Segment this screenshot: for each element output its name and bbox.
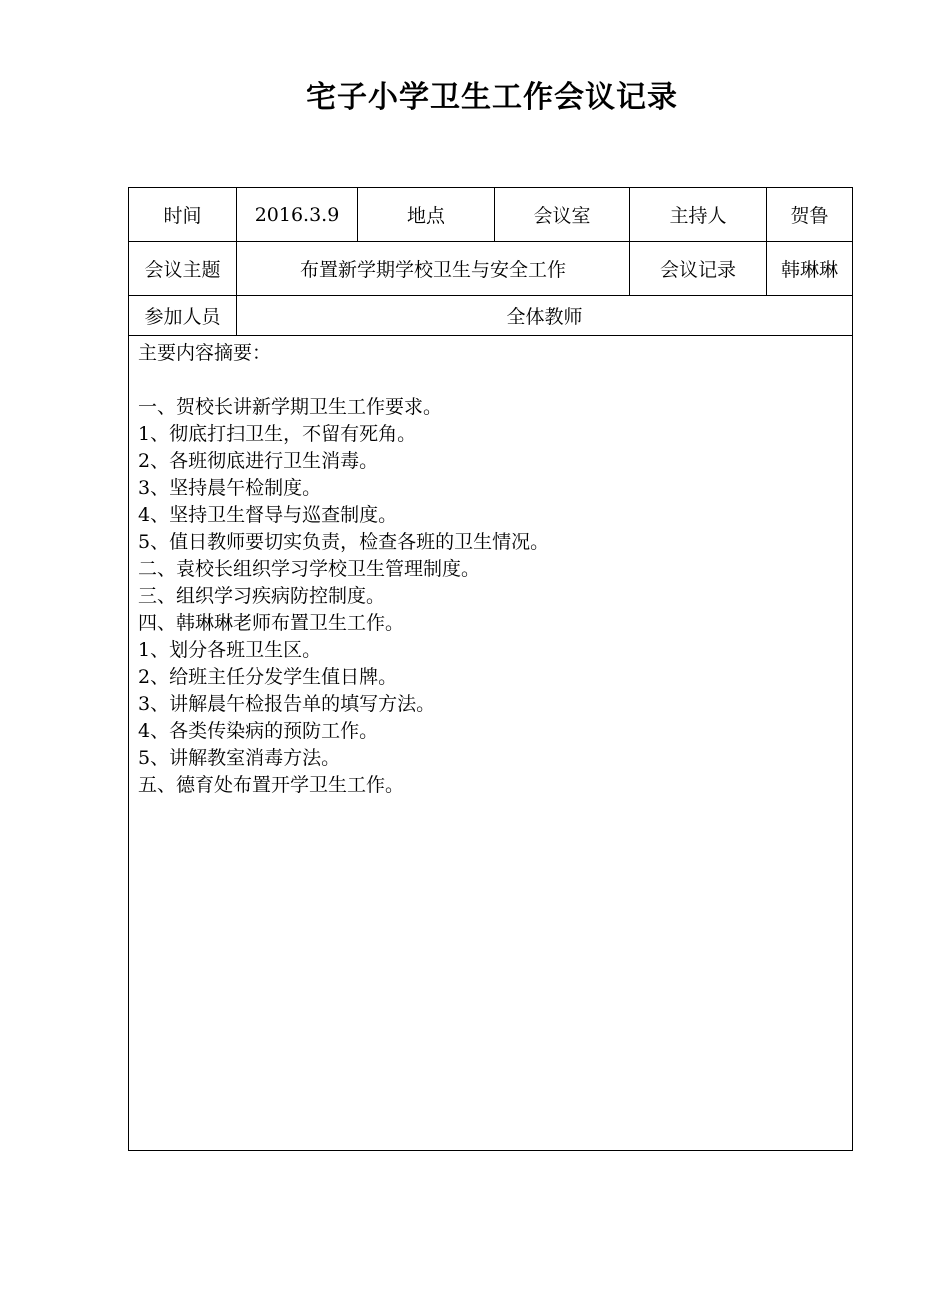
attendees-label: 参加人员 xyxy=(129,296,237,336)
content-line: 四、韩琳琳老师布置卫生工作。 xyxy=(138,612,405,634)
content-line: 4、坚持卫生督导与巡查制度。 xyxy=(138,504,398,526)
content-line: 5、值日教师要切实负责，检查各班的卫生情况。 xyxy=(138,531,550,553)
time-label: 时间 xyxy=(129,188,237,242)
content-line: 五、德育处布置开学卫生工作。 xyxy=(138,774,405,796)
content-line: 一、贺校长讲新学期卫生工作要求。 xyxy=(138,396,443,418)
content-spacer xyxy=(138,367,852,394)
content-line: 3、讲解晨午检报告单的填写方法。 xyxy=(138,693,436,715)
recorder-label: 会议记录 xyxy=(630,242,767,296)
content-heading: 主要内容摘要： xyxy=(138,342,272,364)
content-line: 1、彻底打扫卫生，不留有死角。 xyxy=(138,423,417,445)
topic-label: 会议主题 xyxy=(129,242,237,296)
meeting-record-table xyxy=(128,187,853,1151)
content-lines xyxy=(138,394,852,799)
place-value: 会议室 xyxy=(495,188,630,242)
content-line: 三、组织学习疾病防控制度。 xyxy=(138,585,386,607)
time-value: 2016.3.9 xyxy=(237,188,358,242)
content-summary xyxy=(129,336,852,799)
attendees-value: 全体教师 xyxy=(237,296,853,336)
table-row-topic-recorder xyxy=(129,242,853,296)
content-line: 二、袁校长组织学习学校卫生管理制度。 xyxy=(138,558,481,580)
content-line: 2、各班彻底进行卫生消毒。 xyxy=(138,450,379,472)
document-title: 宅子小学卫生工作会议记录 xyxy=(306,80,678,115)
host-value: 贺鲁 xyxy=(767,188,853,242)
place-label: 地点 xyxy=(358,188,495,242)
recorder-value: 韩琳琳 xyxy=(767,242,853,296)
table-row-content xyxy=(129,336,853,1151)
content-line: 2、给班主任分发学生值日牌。 xyxy=(138,666,398,688)
content-cell xyxy=(129,336,853,1151)
host-label: 主持人 xyxy=(630,188,767,242)
content-line: 5、讲解教室消毒方法。 xyxy=(138,747,341,769)
content-line: 4、各类传染病的预防工作。 xyxy=(138,720,379,742)
content-line: 3、坚持晨午检制度。 xyxy=(138,477,322,499)
topic-value: 布置新学期学校卫生与安全工作 xyxy=(237,242,630,296)
content-line: 1、划分各班卫生区。 xyxy=(138,639,322,661)
table-row-time-place-host xyxy=(129,188,853,242)
table-row-attendees xyxy=(129,296,853,336)
